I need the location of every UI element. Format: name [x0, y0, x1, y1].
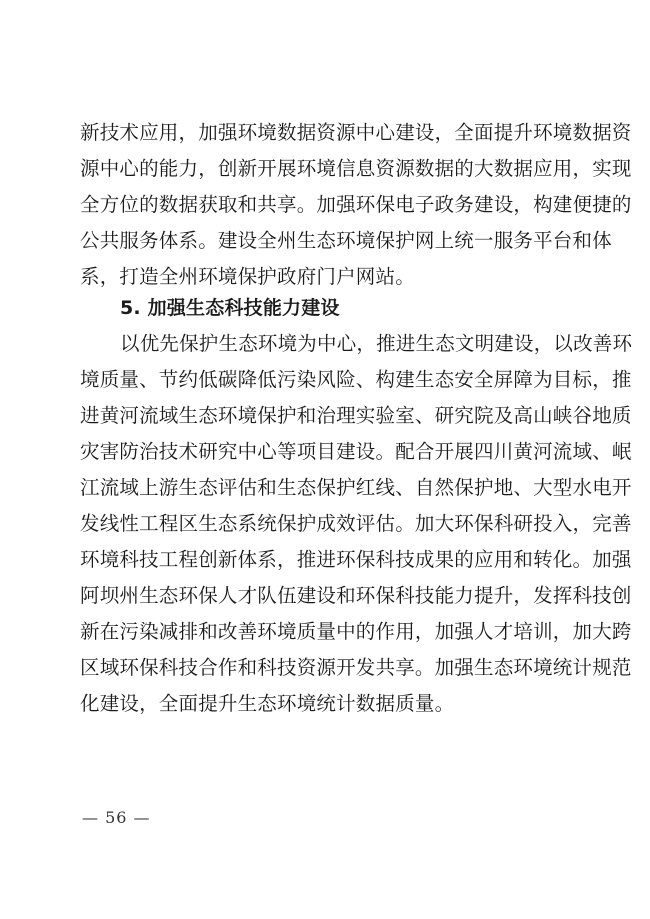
section-heading: 5. 加强生态科技能力建设: [120, 297, 340, 319]
paragraph-line: 灾害防治技术研究中心等项目建设。配合开展四川黄河流域、岷: [80, 440, 632, 463]
continued-paragraph: [80, 115, 632, 295]
paragraph-line: 江流域上游生态评估和生态保护红线、自然保护地、大型水电开: [80, 476, 632, 499]
paragraph-line: 公共服务体系。建设全州生态环境保护网上统一服务平台和体: [80, 229, 612, 252]
paragraph-line: 阿坝州生态环保人才队伍建设和环保科技能力提升，发挥科技创: [80, 584, 632, 607]
page-number: — 56 —: [82, 808, 151, 827]
paragraph-line: 全方位的数据获取和共享。加强环保电子政务建设，构建便捷的: [80, 193, 632, 216]
section-paragraph: [80, 326, 633, 722]
paragraph-line: 化建设，全面提升生态环境统计数据质量。: [80, 692, 455, 715]
paragraph-line: 环境科技工程创新体系，推进环保科技成果的应用和转化。加强: [80, 548, 632, 571]
paragraph-line: 发线性工程区生态系统保护成效评估。加大环保科研投入，完善: [80, 512, 632, 535]
paragraph-line: 新技术应用，加强环境数据资源中心建设，全面提升环境数据资: [80, 121, 632, 144]
paragraph-line: 系，打造全州环境保护政府门户网站。: [80, 265, 415, 288]
section-heading-block: [80, 290, 580, 326]
paragraph-line: 区域环保科技合作和科技资源开发共享。加强生态环境统计规范: [80, 656, 632, 679]
paragraph-line: 源中心的能力，创新开展环境信息资源数据的大数据应用，实现: [80, 157, 632, 180]
paragraph-line: 境质量、节约低碳降低污染风险、构建生态安全屏障为目标，推: [80, 368, 632, 391]
paragraph-line: 进黄河流域生态环境保护和治理实验室、研究院及高山峡谷地质: [80, 404, 632, 427]
paragraph-line: 新在污染减排和改善环境质量中的作用，加强人才培训，加大跨: [80, 620, 632, 643]
paragraph-line: 以优先保护生态环境为中心，推进生态文明建设，以改善环: [120, 332, 633, 355]
